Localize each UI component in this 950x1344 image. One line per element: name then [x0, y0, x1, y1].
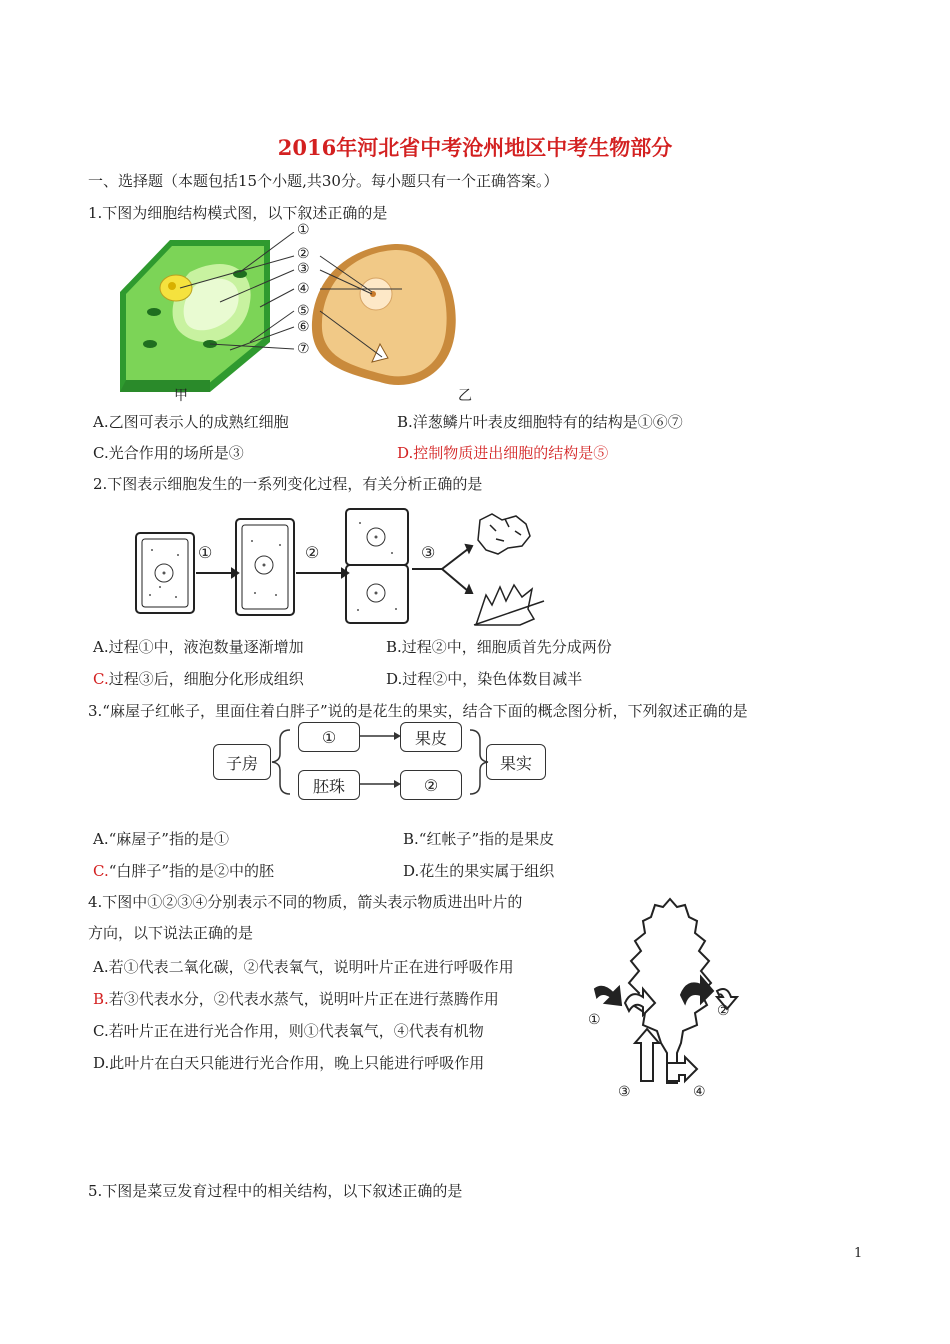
- concept-pericarp: 果皮: [400, 722, 462, 752]
- q2-step-3: ③: [421, 543, 436, 562]
- q1-option-d: D.控制物质进出细胞的结构是⑤: [397, 444, 609, 462]
- q5-stem: 5.下图是菜豆发育过程中的相关结构，以下叙述正确的是: [88, 1182, 463, 1200]
- q2-step-1: ①: [198, 543, 213, 562]
- q2-option-c-letter: C.: [93, 670, 109, 688]
- q4-stem-line1: 4.下图中①②③④分别表示不同的物质，箭头表示物质进出叶片的: [88, 893, 523, 911]
- leaf-label-3: ③: [618, 1084, 631, 1100]
- q3-option-c-text: “白胖子”指的是②中的胚: [108, 862, 275, 880]
- cell-label-4: ④: [297, 281, 310, 297]
- cell-label-3: ③: [297, 261, 310, 277]
- q4-option-a: A.若①代表二氧化碳，②代表氧气，说明叶片正在进行呼吸作用: [93, 958, 514, 976]
- cell-label-6: ⑥: [297, 319, 310, 335]
- page-number: 1: [854, 1246, 863, 1261]
- page-title: 2016年河北省中考沧州地区中考生物部分: [277, 135, 673, 160]
- concept-ovule: 胚珠: [298, 770, 360, 800]
- q2-stem: 2.下图表示细胞发生的一系列变化过程，有关分析正确的是: [93, 475, 483, 493]
- figure-a-label: 甲: [174, 388, 188, 404]
- plant-cell-diagram: [120, 240, 270, 392]
- q3-option-b: B.“红帐子”指的是果皮: [403, 830, 555, 848]
- q1-option-a: A.乙图可表示人的成熟红细胞: [93, 413, 289, 431]
- q4-option-b-letter: B.: [93, 990, 109, 1008]
- concept-map-connectors: [270, 720, 490, 804]
- q4-option-d: D.此叶片在白天只能进行光合作用，晚上只能进行呼吸作用: [93, 1054, 485, 1072]
- q4-option-b: [93, 988, 499, 1009]
- q2-step-2: ②: [305, 543, 320, 562]
- cell-label-5: ⑤: [297, 303, 310, 319]
- q2-option-c: [93, 668, 304, 689]
- q4-option-c: C.若叶片正在进行光合作用，则①代表氧气，④代表有机物: [93, 1022, 484, 1040]
- cell-label-2: ②: [297, 246, 310, 262]
- cell-label-7: ⑦: [297, 341, 310, 357]
- concept-fruit: 果实: [486, 744, 546, 780]
- cell-structure-figure: [110, 232, 470, 402]
- q1-option-c: C.光合作用的场所是③: [93, 444, 244, 462]
- q2-option-a: A.过程①中，液泡数量逐渐增加: [93, 638, 304, 656]
- leaf-label-4: ④: [693, 1084, 706, 1100]
- concept-ovary: 子房: [213, 744, 271, 780]
- q3-option-c: [93, 860, 274, 881]
- q3-stem: 3.“麻屋子红帐子，里面住着白胖子”说的是花生的果实，结合下面的概念图分析，下列叙述正确的是: [88, 702, 748, 720]
- figure-b-label: 乙: [458, 388, 472, 404]
- q2-option-c-text: 过程③后，细胞分化形成组织: [108, 670, 304, 688]
- q1-stem: 1.下图为细胞结构模式图，以下叙述正确的是: [88, 204, 388, 222]
- concept-node-1: ①: [298, 722, 360, 752]
- q3-option-a: A.“麻屋子”指的是①: [93, 830, 229, 848]
- q2-option-d: D.过程②中，染色体数目减半: [386, 670, 583, 688]
- q4-option-b-text: 若③代表水分，②代表水蒸气，说明叶片正在进行蒸腾作用: [108, 990, 499, 1008]
- leaf-label-2: ②: [717, 1003, 730, 1019]
- q3-option-c-letter: C.: [93, 862, 109, 880]
- cell-label-1: ①: [297, 222, 310, 238]
- q1-option-b: B.洋葱鳞片叶表皮细胞特有的结构是①⑥⑦: [397, 413, 683, 431]
- q4-stem-line2: 方向，以下说法正确的是: [88, 924, 254, 942]
- concept-node-2: ②: [400, 770, 462, 800]
- leaf-exchange-figure: [585, 893, 755, 1103]
- section-heading: 一、选择题（本题包括15个小题,共30分。每小题只有一个正确答案。）: [88, 172, 559, 190]
- q2-option-b: B.过程②中，细胞质首先分成两份: [386, 638, 612, 656]
- cell-division-figure: [130, 505, 550, 630]
- q3-option-d: D.花生的果实属于组织: [403, 862, 555, 880]
- leaf-label-1: ①: [588, 1012, 601, 1028]
